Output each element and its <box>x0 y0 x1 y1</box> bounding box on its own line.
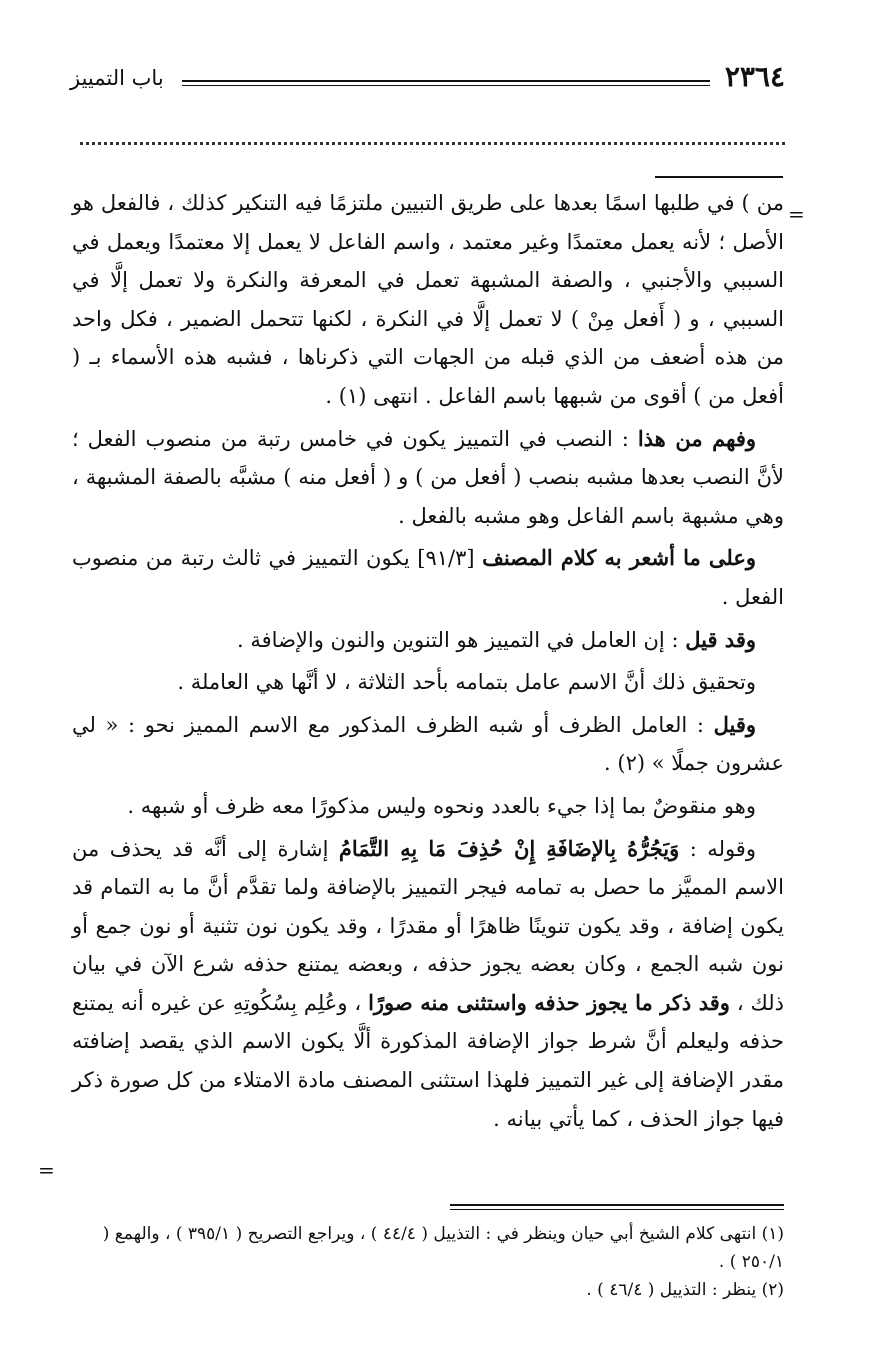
continuation-mark-bottom: = <box>38 1158 55 1182</box>
paragraph-2-lead: وفهم من هذا <box>637 425 756 451</box>
paragraph-4 <box>72 621 784 660</box>
paragraph-8-bold: وقد ذكر ما يجوز حذفه واستثنى منه صورًا <box>368 989 730 1015</box>
chapter-title: باب التمييز <box>70 66 164 90</box>
quoted-verse: وَيَجُرُّهُ بِالإضَافَةِ إِنْ حُذِفَ مَا بِهِ التَّمَامُ <box>338 835 680 861</box>
paragraph-6-text: : العامل الظرف أو شبه الظرف المذكور مع الاسم المميز نحو : « لي عشرون جملًا » (٢) . <box>72 712 784 776</box>
continuation-rule <box>655 176 783 178</box>
header-rule <box>182 80 710 86</box>
paragraph-3 <box>72 539 784 616</box>
paragraph-5: وتحقيق ذلك أنَّ الاسم عامل بتمامه بأحد الثلاثة ، لا أنَّها هي العاملة . <box>177 670 756 695</box>
paragraph-3-lead: وعلى ما أشعر به كلام المصنف <box>482 545 756 571</box>
paragraph-7: وهو منقوضٌ بما إذا جيء بالعدد ونحوه وليس مذكورًا معه ظرف أو شبهه . <box>127 793 756 818</box>
paragraph-2-text: النصب في التمييز يكون في خامس رتبة من منصوب الفعل ؛ لأنَّ النصب بعدها مشبه بنصب ( أفعل من ) و ( أفعل منه ) مشبَّه بالصفة المشبهة ، وهي مشبهة باسم الفاعل وهو مشبه بالفعل . <box>72 426 784 528</box>
page-number: ٢٣٦٤ <box>724 60 785 93</box>
footnote-rule <box>450 1204 784 1210</box>
paragraph-8-tail: ، وعُلِم بِسُكُوتِهِ عن غيره أنه يمتنع حذفه وليعلم أنَّ شرط جواز الإضافة المذكورة ألَّا يكون الاسم الذي يقصد إضافته مقدر الإضافة إلى غير التمييز فلهذا استثنى المصنف مادة الامتلاء من كل صورة ذكر فيها جواز الحذف ، كما يأتي بيانه . <box>72 990 784 1131</box>
dotted-separator <box>80 142 785 155</box>
paragraph-8 <box>72 830 784 1139</box>
paragraph-2: وفهم من هذا : النصب في التمييز يكون في خامس رتبة من منصوب الفعل ؛ لأنَّ النصب بعدها مشبه بنصب ( أفعل من ) و ( أفعل منه ) مشبَّه بالصفة المشبهة ، وهي مشبهة باسم الفاعل وهو مشبه بالفعل . <box>72 425 784 528</box>
paragraph-6-lead: وقيل <box>713 711 756 737</box>
footnote-2: (٢) ينظر : التذييل ( ٤٦/٤ ) . <box>586 1280 784 1300</box>
continuation-mark-top: = <box>788 202 805 226</box>
paragraph-3-text: [٩١/٣] يكون التمييز في ثالث رتبة من منصوب الفعل . <box>72 546 784 609</box>
paragraph-4-lead: وقد قيل <box>685 626 756 652</box>
footnote-1: (١) انتهى كلام الشيخ أبي حيان وينظر في : التذييل ( ٤٤/٤ ) ، ويراجع التصريح ( ٣٩٥/١ ) ، والهمع ( ٢٥٠/١ ) . <box>102 1224 784 1272</box>
paragraph-8-text: إشارة إلى أنَّه قد يحذف من الاسم المميَّز ما حصل به تمامه فيجر التمييز بالإضافة ولما تقدَّم أنَّ ما به التمام قد يكون إضافة ، وقد يكون تنوينًا ظاهرًا أو مقدرًا ، وقد يكون نون تثنية أو نون جمع أو نون شبه الجمع ، وكان بعضه يجوز حذفه ، وبعضه يمتنع حذفه شرع الآن في بيان ذلك ، <box>72 836 785 1015</box>
paragraph-6 <box>72 706 784 783</box>
main-text <box>72 184 784 1142</box>
paragraph-8-lead: وقوله : <box>689 836 756 861</box>
paragraph-4-text: : إن العامل في التمييز هو التنوين والنون والإضافة . <box>237 627 679 652</box>
page-header <box>70 62 785 102</box>
footnotes <box>72 1220 784 1304</box>
paragraph-1: من ) في طلبها اسمًا بعدها على طريق التبيين ملتزمًا فيه التنكير كذلك ، فالفعل هو الأصل ؛ لأنه يعمل معتمدًا وغير معتمد ، واسم الفاعل لا يعمل إلا معتمدًا ويعمل في السببي والأجنبي ، والصفة المشبهة تعمل في المعرفة والنكرة ولا تعمل إلَّا في السببي ، و ( أَفعل مِنْ ) لا تعمل إلَّا في النكرة ، لكنها تتحمل الضمير ، فكل واحد من هذه أضعف من الذي قبله من الجهات التي ذكرناها ، فشبه هذه الأسماء بـ ( أفعل من ) أقوى من شبهها باسم الفاعل . انتهى (١) . <box>72 191 784 408</box>
